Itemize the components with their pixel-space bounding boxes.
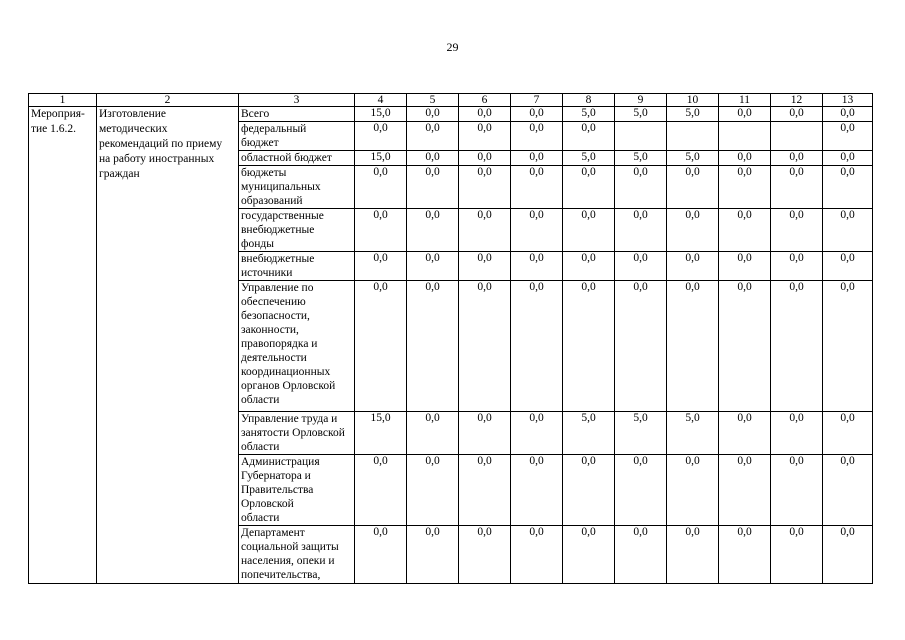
column-number: 1 <box>29 94 97 107</box>
value-cell: 0,0 <box>407 166 459 209</box>
column-number: 9 <box>615 94 667 107</box>
value-cell: 0,0 <box>407 151 459 166</box>
value-cell: 5,0 <box>667 107 719 122</box>
value-cell: 0,0 <box>823 151 873 166</box>
value-cell: 0,0 <box>355 209 407 252</box>
value-cell: 0,0 <box>719 209 771 252</box>
value-cell: 0,0 <box>719 151 771 166</box>
value-cell: 0,0 <box>407 107 459 122</box>
column-number: 2 <box>97 94 239 107</box>
value-cell: 0,0 <box>771 412 823 455</box>
value-cell: 0,0 <box>667 526 719 584</box>
value-cell: 0,0 <box>563 122 615 151</box>
value-cell: 0,0 <box>355 166 407 209</box>
value-cell: 0,0 <box>719 166 771 209</box>
value-cell: 0,0 <box>407 526 459 584</box>
value-cell: 0,0 <box>355 252 407 281</box>
value-cell: 0,0 <box>823 526 873 584</box>
value-cell: 5,0 <box>563 151 615 166</box>
funding-source-text: Администрация Губернатора и Правительства Орловской области <box>241 456 320 524</box>
funding-source <box>239 281 355 412</box>
column-number: 7 <box>511 94 563 107</box>
value-cell: 0,0 <box>459 281 511 412</box>
value-cell: 5,0 <box>563 412 615 455</box>
value-cell: 0,0 <box>407 122 459 151</box>
funding-table <box>28 93 873 584</box>
value-cell: 0,0 <box>511 281 563 412</box>
value-cell: 0,0 <box>511 412 563 455</box>
value-cell <box>771 122 823 151</box>
funding-source <box>239 151 355 166</box>
value-cell: 0,0 <box>719 252 771 281</box>
funding-source-text: государственные внебюджетные фонды <box>241 210 324 250</box>
value-cell: 0,0 <box>615 209 667 252</box>
funding-source-text: областной бюджет <box>241 152 332 164</box>
funding-source <box>239 107 355 122</box>
value-cell: 0,0 <box>563 281 615 412</box>
value-cell: 0,0 <box>771 526 823 584</box>
column-number: 6 <box>459 94 511 107</box>
funding-source-text: Всего <box>241 108 270 120</box>
value-cell: 0,0 <box>355 455 407 526</box>
column-number: 5 <box>407 94 459 107</box>
value-cell: 0,0 <box>823 281 873 412</box>
column-number: 4 <box>355 94 407 107</box>
page-number: 29 <box>446 40 459 54</box>
value-cell <box>719 122 771 151</box>
funding-source <box>239 252 355 281</box>
column-number: 10 <box>667 94 719 107</box>
value-cell: 0,0 <box>563 166 615 209</box>
funding-source-text: федеральный бюджет <box>241 123 307 149</box>
funding-source <box>239 209 355 252</box>
funding-source-text: Управление труда и занятости Орловской области <box>241 413 345 453</box>
value-cell: 0,0 <box>771 209 823 252</box>
value-cell: 0,0 <box>407 281 459 412</box>
value-cell: 5,0 <box>615 151 667 166</box>
value-cell: 0,0 <box>719 412 771 455</box>
value-cell: 0,0 <box>407 252 459 281</box>
column-number: 8 <box>563 94 615 107</box>
value-cell <box>615 122 667 151</box>
value-cell: 0,0 <box>563 252 615 281</box>
value-cell: 0,0 <box>355 281 407 412</box>
value-cell: 0,0 <box>459 252 511 281</box>
value-cell: 0,0 <box>771 252 823 281</box>
value-cell: 0,0 <box>459 455 511 526</box>
value-cell: 0,0 <box>667 455 719 526</box>
value-cell: 0,0 <box>407 455 459 526</box>
table-row <box>29 107 873 122</box>
value-cell: 0,0 <box>823 252 873 281</box>
column-number: 13 <box>823 94 873 107</box>
value-cell: 15,0 <box>355 107 407 122</box>
value-cell: 0,0 <box>719 526 771 584</box>
value-cell: 0,0 <box>823 455 873 526</box>
value-cell: 0,0 <box>719 107 771 122</box>
funding-source <box>239 412 355 455</box>
column-number: 3 <box>239 94 355 107</box>
value-cell: 0,0 <box>667 209 719 252</box>
value-cell: 0,0 <box>719 281 771 412</box>
value-cell: 0,0 <box>563 455 615 526</box>
value-cell: 0,0 <box>407 209 459 252</box>
value-cell: 0,0 <box>823 412 873 455</box>
value-cell: 0,0 <box>459 107 511 122</box>
value-cell: 0,0 <box>667 166 719 209</box>
value-cell: 0,0 <box>459 122 511 151</box>
value-cell: 0,0 <box>459 151 511 166</box>
value-cell: 0,0 <box>511 455 563 526</box>
value-cell: 15,0 <box>355 412 407 455</box>
value-cell: 0,0 <box>563 209 615 252</box>
value-cell: 0,0 <box>667 281 719 412</box>
funding-source <box>239 122 355 151</box>
value-cell: 0,0 <box>511 166 563 209</box>
value-cell: 15,0 <box>355 151 407 166</box>
value-cell: 0,0 <box>511 526 563 584</box>
value-cell: 0,0 <box>615 526 667 584</box>
value-cell: 0,0 <box>459 166 511 209</box>
value-cell: 5,0 <box>563 107 615 122</box>
funding-source <box>239 455 355 526</box>
value-cell: 0,0 <box>771 455 823 526</box>
value-cell: 0,0 <box>615 455 667 526</box>
value-cell: 0,0 <box>823 107 873 122</box>
value-cell: 0,0 <box>719 455 771 526</box>
value-cell: 0,0 <box>511 209 563 252</box>
value-cell: 5,0 <box>615 412 667 455</box>
column-number-row <box>29 94 873 107</box>
value-cell: 0,0 <box>615 281 667 412</box>
funding-source <box>239 166 355 209</box>
value-cell: 0,0 <box>355 122 407 151</box>
value-cell: 0,0 <box>823 166 873 209</box>
value-cell: 0,0 <box>823 209 873 252</box>
column-number: 11 <box>719 94 771 107</box>
value-cell: 5,0 <box>615 107 667 122</box>
value-cell: 0,0 <box>511 107 563 122</box>
value-cell: 0,0 <box>667 252 719 281</box>
funding-source <box>239 526 355 584</box>
value-cell: 0,0 <box>459 209 511 252</box>
value-cell: 5,0 <box>667 412 719 455</box>
value-cell: 0,0 <box>771 151 823 166</box>
funding-source-text: Департамент социальной защиты населения, опеки и попечительства, <box>241 527 339 581</box>
value-cell: 0,0 <box>771 107 823 122</box>
value-cell: 0,0 <box>563 526 615 584</box>
measure-id: Мероприя-тие 1.6.2. <box>29 107 97 584</box>
value-cell: 0,0 <box>771 166 823 209</box>
value-cell: 0,0 <box>407 412 459 455</box>
funding-source-text: Управление по обеспечению безопасности, законности, правопорядка и деятельности координационных органов Орловской области <box>241 282 336 406</box>
value-cell: 0,0 <box>355 526 407 584</box>
value-cell <box>667 122 719 151</box>
funding-source-text: бюджеты муниципальных образований <box>241 167 321 207</box>
value-cell: 0,0 <box>511 151 563 166</box>
value-cell: 0,0 <box>511 252 563 281</box>
value-cell: 5,0 <box>667 151 719 166</box>
value-cell: 0,0 <box>615 166 667 209</box>
measure-description: Изготовление методических рекомендаций по приему на работу иностранных граждан <box>97 107 239 584</box>
value-cell: 0,0 <box>771 281 823 412</box>
value-cell: 0,0 <box>459 526 511 584</box>
funding-source-text: внебюджетные источники <box>241 253 315 279</box>
column-number: 12 <box>771 94 823 107</box>
value-cell: 0,0 <box>823 122 873 151</box>
value-cell: 0,0 <box>459 412 511 455</box>
value-cell: 0,0 <box>511 122 563 151</box>
value-cell: 0,0 <box>615 252 667 281</box>
